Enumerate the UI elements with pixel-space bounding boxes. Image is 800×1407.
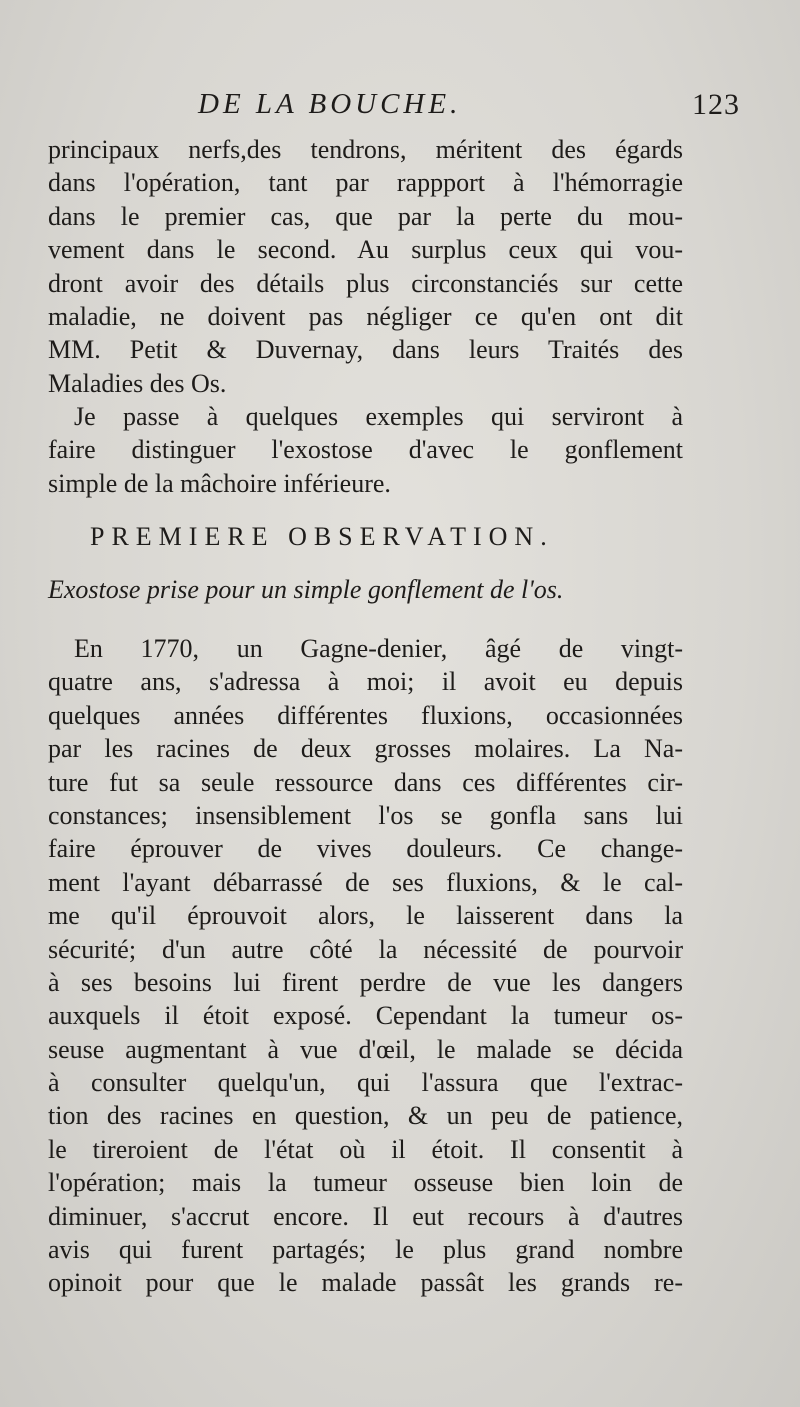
text-line: à ses besoins lui firent perdre de vue les dangers	[48, 967, 683, 997]
running-head: DE LA BOUCHE.	[198, 88, 462, 120]
text-line: dront avoir des détails plus circonstanciés sur cette	[48, 268, 683, 298]
text-line: tion des racines en question, & un peu de patience,	[48, 1101, 683, 1131]
text-line: me qu'il éprouvoit alors, le laisserent dans la	[48, 901, 683, 931]
text-line: quatre ans, s'adressa à moi; il avoit eu depuis	[48, 667, 683, 697]
text-line: diminuer, s'accrut encore. Il eut recours à d'autres	[48, 1201, 683, 1231]
observation-subheading: Exostose prise pour un simple gonflement de l'os.	[48, 575, 564, 604]
paragraph-case	[48, 632, 683, 1300]
text-line: le tireroient de l'état où il étoit. Il consentit à	[48, 1134, 683, 1164]
text-line: sécurité; d'un autre côté la nécessité de pourvoir	[48, 934, 683, 964]
text-line: En 1770, un Gagne-denier, âgé de vingt-	[74, 634, 683, 663]
text-line: à consulter quelqu'un, qui l'assura que l'extrac-	[48, 1068, 683, 1098]
text-line: Maladies des Os.	[48, 368, 227, 398]
paragraph-examples	[48, 400, 683, 500]
text-line: l'opération; mais la tumeur osseuse bien loin de	[48, 1168, 683, 1198]
page-number: 123	[692, 88, 740, 121]
text-line: seuse augmentant à vue d'œil, le malade se décida	[48, 1034, 683, 1064]
text-line: vement dans le second. Au surplus ceux qui vou-	[48, 235, 683, 265]
text-line: par les racines de deux grosses molaires. La Na-	[48, 734, 683, 764]
text-line: simple de la mâchoire inférieure.	[48, 468, 391, 498]
page-header	[48, 88, 740, 128]
observation-heading: PREMIERE OBSERVATION.	[90, 522, 554, 551]
text-line: quelques années différentes fluxions, occasionnées	[48, 700, 683, 730]
text-line: principaux nerfs,des tendrons, méritent des égards	[48, 135, 683, 164]
text-line: avis qui furent partagés; le plus grand nombre	[48, 1235, 683, 1265]
text-line: constances; insensiblement l'os se gonfla sans lui	[48, 800, 683, 830]
text-line: MM. Petit & Duvernay, dans leurs Traités des	[48, 335, 683, 365]
paragraph-continuation	[48, 133, 683, 400]
text-line: Je passe à quelques exemples qui serviront à	[74, 402, 683, 431]
text-line: ture fut sa seule ressource dans ces différentes cir-	[48, 767, 683, 797]
text-line: auxquels il étoit exposé. Cependant la tumeur os-	[48, 1001, 683, 1031]
text-line: opinoit pour que le malade passât les grands re-	[48, 1268, 683, 1298]
text-line: ment l'ayant débarrassé de ses fluxions, & le cal-	[48, 867, 683, 897]
text-line: faire éprouver de vives douleurs. Ce change-	[48, 834, 683, 864]
text-line: dans l'opération, tant par rappport à l'hémorragie	[48, 168, 683, 198]
text-line: dans le premier cas, que par la perte du mou-	[48, 201, 683, 231]
text-line: maladie, ne doivent pas négliger ce qu'en ont dit	[48, 301, 683, 331]
text-line: faire distinguer l'exostose d'avec le gonflement	[48, 435, 683, 465]
